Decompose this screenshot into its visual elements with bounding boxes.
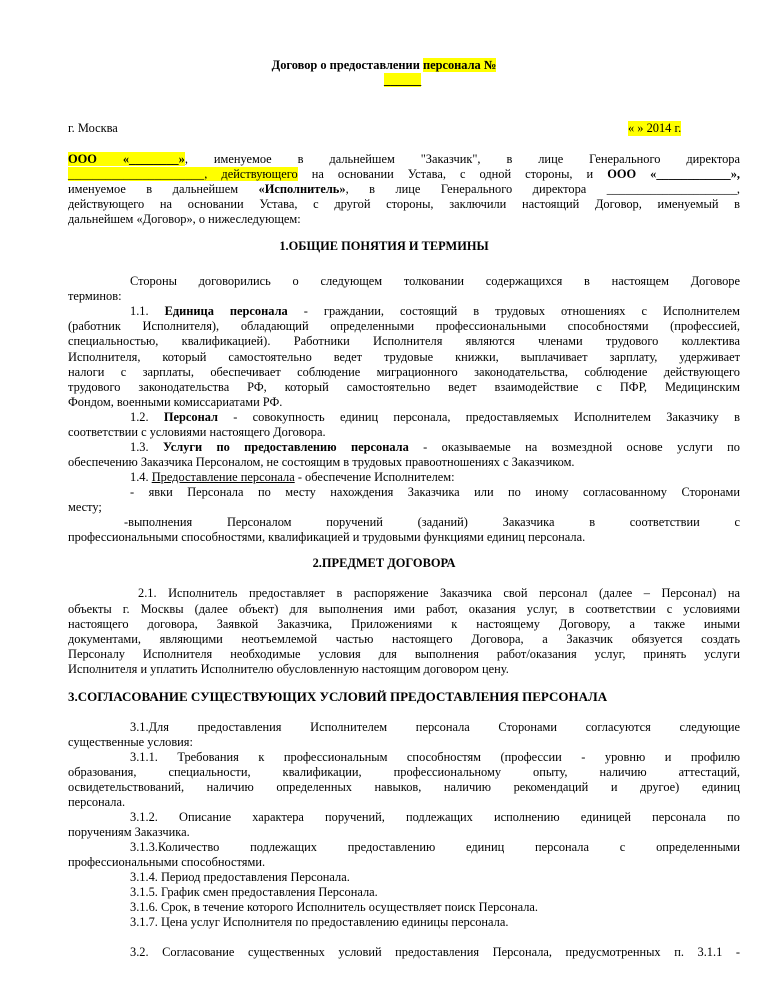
clause-2-1-line-3: настоящего договора, Заявкой Заказчика, Приложениями к настоящему Договору, а также иными (68, 617, 740, 631)
preamble-line-2 (68, 167, 740, 182)
clause-1-4-line-2: - явки Персонала по месту нахождения Заказчика или по иному согласованному Сторонами (130, 485, 740, 499)
title-number-blank (384, 73, 421, 88)
clause-1-2-number: 1.2. (130, 410, 164, 424)
clause-3-1-line-2: существенные условия: (68, 735, 193, 749)
clause-3-1-5: 3.1.5. График смен предоставления Персонала. (130, 885, 378, 899)
clause-2-1-line-6: Исполнителя и уплатить Исполнителю обусловленную настоящим договором цену. (68, 662, 509, 676)
title-highlight: персонала № (422, 58, 497, 72)
preamble-line-1-text: , именуемое в дальнейшем "Заказчик", в лице Генерального директора (184, 152, 740, 166)
clause-1-1-term: Единица персонала (164, 304, 288, 318)
contract-date: « » 2014 г. (628, 121, 682, 135)
clause-1-4-term: Предоставление персонала (151, 470, 295, 484)
clause-1-2-term: Персонал (163, 410, 218, 424)
preamble-line-2-text: на основании Устава, с одной стороны, и (297, 167, 608, 181)
clause-1-3-line-1 (130, 440, 740, 455)
contractor-party: ООО «____________» (607, 167, 737, 181)
clause-1-4-line-1 (130, 470, 455, 485)
city: г. Москва (68, 121, 118, 135)
preamble-line-3c: , в лице Генерального директора _____________________, (345, 182, 740, 196)
clause-1-2-text: - совокупность единиц персонала, предоставляемых Исполнителем Заказчику в (218, 410, 740, 424)
clause-3-1-line-1: 3.1.Для предоставления Исполнителем персонала Сторонами согласуются следующие (130, 720, 740, 734)
clause-1-2-line-1 (130, 410, 740, 425)
clause-3-1-3-line-2: профессиональными способностями. (68, 855, 266, 869)
document-title (0, 58, 768, 73)
clause-3-1-2-line-2: поручениям Заказчика. (68, 825, 190, 839)
s1-intro-line-2: терминов: (68, 289, 122, 303)
clause-1-1-line-3: специальностью, квалификацией). Работники Исполнителя являются членами трудового коллектива (68, 334, 740, 348)
s1-intro-line-1: Стороны договорились о следующем толковании содержащихся в настоящем Договоре (130, 274, 740, 288)
clause-2-1-line-4: документами, являющими неотъемлемой частью настоящего Договора, а Заказчик обязуется создать (68, 632, 740, 646)
clause-3-2-line-1: 3.2. Согласование существенных условий предоставления Персонала, предусмотренных п. 3.1.1 - (130, 945, 740, 959)
clause-1-1-line-4: Исполнителя, который самостоятельно ведет трудовые книжки, выплачивает зарплату, удерживает (68, 350, 740, 364)
clause-1-4-line-4: -выполнения Персоналом поручений (заданий) Заказчика в соответствии с (124, 515, 740, 529)
clause-2-1-line-1: 2.1. Исполнитель предоставляет в распоряжение Заказчика свой персонал (далее – Персонал) на (138, 586, 740, 600)
clause-1-3-term: Услуги по предоставлению персонала (162, 440, 409, 454)
clause-2-1-line-5: Персоналу Исполнителя необходимые условия для выполнения работ/оказания услуг, принять услуги (68, 647, 740, 661)
clause-1-4-line-3: месту; (68, 500, 102, 514)
clause-1-4-text: - обеспечение Исполнителем: (294, 470, 455, 484)
clause-3-1-6: 3.1.6. Срок, в течение которого Исполнитель осуществляет поиск Персонала. (130, 900, 539, 914)
clause-3-1-2-line-1: 3.1.2. Описание характера поручений, подлежащих исполнению единицей персонала по (130, 810, 740, 824)
customer-party: ООО «________» (68, 152, 185, 166)
clause-1-1-text: - граждании, состоящий в трудовых отношениях с Исполнителем (287, 304, 741, 318)
preamble-line-5: дальнейшем «Договор», о нижеследующем: (68, 212, 301, 226)
clause-1-1-line-1 (130, 304, 740, 319)
preamble-line-1 (68, 152, 740, 167)
clause-3-1-7: 3.1.7. Цена услуг Исполнителя по предоставлению единицы персонала. (130, 915, 509, 929)
preamble-line-2-end: , (736, 167, 741, 181)
title-number-blank-text: ______ (384, 73, 422, 87)
section-3-heading: 3.СОГЛАСОВАНИЕ СУЩЕСТВУЮЩИХ УСЛОВИЙ ПРЕДОСТАВЛЕНИЯ ПЕРСОНАЛА (68, 689, 608, 704)
section-1-heading: 1.ОБЩИЕ ПОНЯТИЯ И ТЕРМИНЫ (279, 239, 489, 253)
clause-1-3-line-2: обеспечению Заказчика Персоналом, не состоящим в трудовых правоотношениях с Заказчиком. (68, 455, 575, 469)
clause-3-1-4: 3.1.4. Период предоставления Персонала. (130, 870, 350, 884)
preamble-line-3a: именуемое в дальнейшем (68, 182, 259, 196)
clause-1-3-text: - оказываемые на возмездной основе услуги по (408, 440, 740, 454)
clause-1-4-line-5: профессиональными способностями, квалификацией и трудовыми функциями единиц персонала. (68, 530, 586, 544)
clause-1-1-line-2: (работник Исполнителя), обладающий определенными профессиональными способностями (профессией, (68, 319, 740, 333)
clause-1-1-line-7: Фондом, военными комиссариатами РФ. (68, 395, 283, 409)
clause-1-4-number: 1.4. (130, 470, 152, 484)
director-blank: ______________________ (68, 167, 205, 181)
clause-2-1-line-2: объекты г. Москвы (далее объект) для выполнения ими работ, оказания услуг, в соответствии с условиями (68, 602, 740, 616)
clause-1-1-number: 1.1. (130, 304, 165, 318)
clause-3-1-1-line-4: персонала. (68, 795, 126, 809)
section-2-heading: 2.ПРЕДМЕТ ДОГОВОРА (312, 556, 456, 570)
clause-1-1-line-5: налоги с зарплаты, обеспечивает соблюдение миграционного законодательства, соблюдение действующего (68, 365, 740, 379)
clause-3-1-1-line-2: образования, специальности, квалификации, профессиональному опыту, наличию аттестаций, (68, 765, 740, 779)
acting-highlight: , действующего (204, 167, 298, 181)
clause-1-1-line-6: трудового законодательства РФ, который самостоятельно ведет взаимодействие с ПФР, Медицинским (68, 380, 740, 394)
title-text: Договор о предоставлении (271, 58, 423, 72)
clause-1-3-number: 1.3. (130, 440, 163, 454)
clause-3-1-1-line-1: 3.1.1. Требования к профессиональным способностям (профессии - уровню и профилю (130, 750, 740, 764)
clause-3-1-3-line-1: 3.1.3.Количество подлежащих предоставлению единиц персонала с определенными (130, 840, 740, 854)
clause-3-1-1-line-3: освидетельствований, наличию определенных навыков, наличию рекомендаций и другое) единиц (68, 780, 740, 794)
clause-1-2-line-2: соответствии с условиями настоящего Договора. (68, 425, 326, 439)
preamble-line-3 (68, 182, 740, 197)
contractor-term: «Исполнитель» (258, 182, 346, 196)
preamble-line-4: действующего на основании Устава, с другой стороны, заключили настоящий Договор, именуемый в (68, 197, 740, 211)
